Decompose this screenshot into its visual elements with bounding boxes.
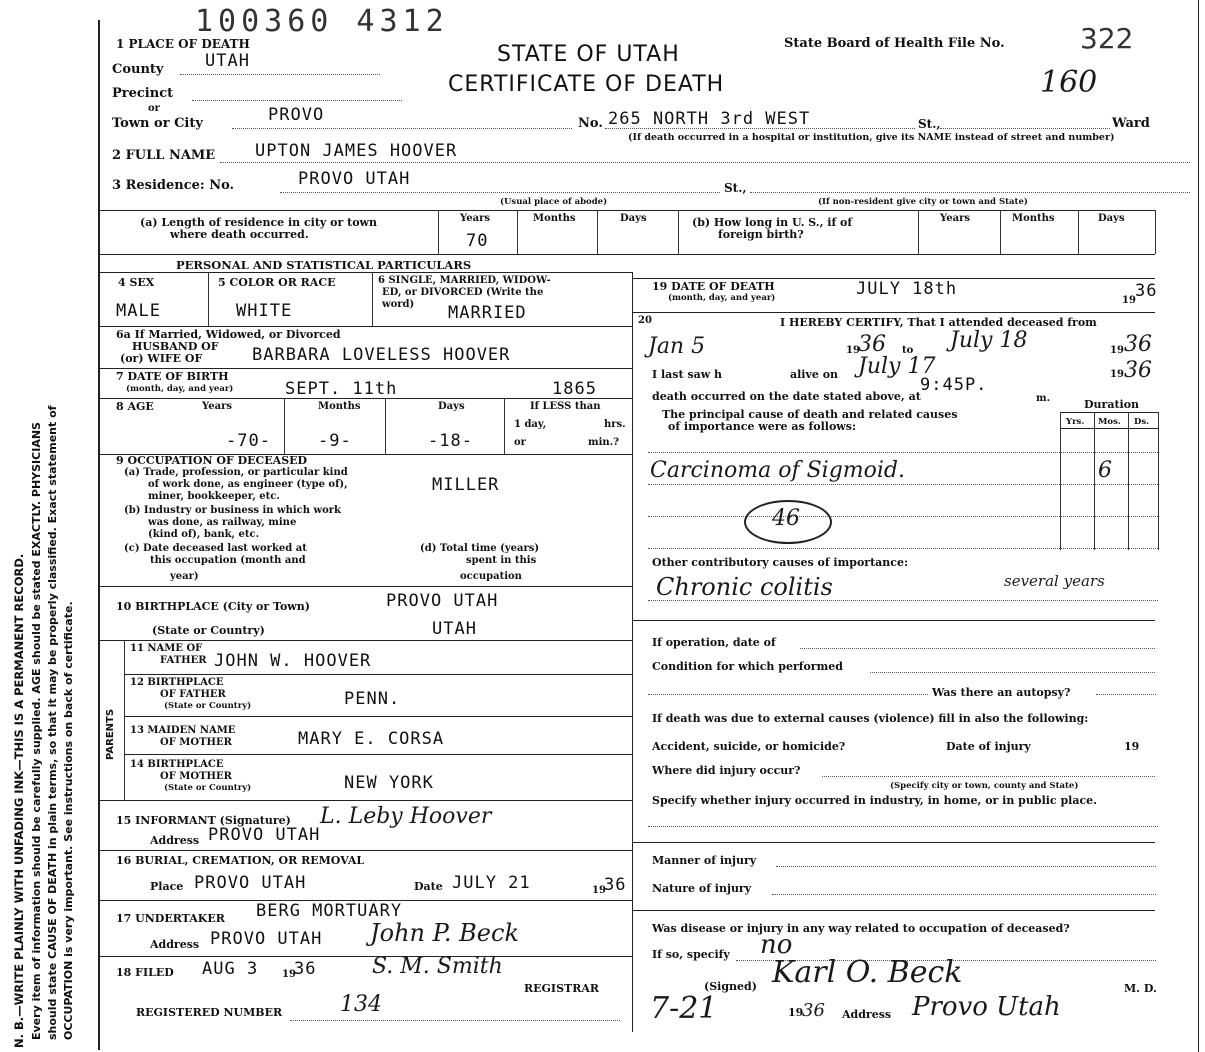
- registered-number: 134: [340, 992, 382, 1017]
- mother-bp-label-1: 14 BIRTHPLACE: [130, 759, 224, 770]
- informant-label: 15 INFORMANT (Signature): [116, 814, 291, 827]
- occupation-c-1: (c) Date deceased last worked at: [124, 543, 307, 554]
- occupation-label: 9 OCCUPATION OF DECEASED: [116, 454, 308, 467]
- specify-label: If so, specify: [652, 948, 730, 961]
- cert-number: 20: [638, 315, 652, 326]
- side-note-line1: N. B.—WRITE PLAINLY WITH UNFADING INK—THIS IS A PERMANENT RECORD.: [12, 553, 26, 1048]
- signed-date: 7-21: [650, 991, 718, 1026]
- burial-place: PROVO UTAH: [194, 873, 307, 893]
- cert-to-label: to: [902, 345, 914, 356]
- burial-date: JULY 21: [452, 873, 531, 893]
- informant-signature: L. Leby Hoover: [320, 804, 492, 829]
- residence-value: PROVO UTAH: [298, 169, 411, 189]
- town-label: Town or City: [112, 116, 203, 131]
- mother-bp-label-3: (State or Country): [164, 783, 252, 793]
- cert-last-year: 36: [1124, 358, 1152, 383]
- res-months-label: Months: [533, 213, 576, 224]
- occupation-value: MILLER: [432, 475, 500, 495]
- dob-value: SEPT. 11th: [285, 379, 398, 399]
- handwritten-file-number: 160: [1040, 65, 1098, 100]
- res-days-label: Days: [620, 213, 647, 224]
- burial-place-label: Place: [150, 880, 184, 893]
- cert-last-date: July 17: [858, 354, 936, 379]
- signed-label: (Signed): [704, 980, 757, 993]
- cert-cause-1: The principal cause of death and related causes: [662, 408, 958, 421]
- cause-of-death: Carcinoma of Sigmoid.: [650, 458, 905, 483]
- injury-date-label: Date of injury: [946, 740, 1031, 753]
- certificate-title: CERTIFICATE OF DEATH: [448, 72, 725, 97]
- related-answer: no: [760, 930, 793, 960]
- cert-from-year-prefix: 19: [846, 345, 860, 356]
- street-label: St.,: [918, 117, 941, 131]
- cert-cause-2: of importance were as follows:: [668, 420, 856, 433]
- cert-last-saw-2: alive on: [790, 368, 839, 381]
- ward-label: Ward: [1112, 116, 1150, 131]
- res-years-value: 70: [466, 231, 489, 251]
- us-label-1: (b) How long in U. S., if of: [692, 216, 853, 229]
- occupation-b-3: (kind of), bank, etc.: [148, 529, 260, 540]
- circled-code: 46: [772, 506, 800, 531]
- dob-label-1: 7 DATE OF BIRTH: [116, 370, 229, 383]
- less-hrs-label: hrs.: [604, 419, 626, 430]
- father-label-2: FATHER: [160, 655, 207, 666]
- state-title: STATE OF UTAH: [497, 42, 680, 67]
- death-date-label-1: 19 DATE OF DEATH: [652, 280, 775, 293]
- marital-value: MARRIED: [448, 303, 527, 323]
- death-date-value: JULY 18th: [856, 279, 958, 299]
- cert-to-year: 36: [1124, 332, 1152, 357]
- undertaker-name: BERG MORTUARY: [256, 901, 403, 921]
- signed-year-prefix: 19: [788, 1006, 804, 1019]
- physician-address: Provo Utah: [912, 992, 1061, 1022]
- serial-number: 100360 4312: [195, 4, 449, 39]
- registrar-label: REGISTRAR: [524, 982, 600, 995]
- dob-year: 1865: [552, 379, 597, 399]
- cert-to-year-prefix: 19: [1110, 345, 1124, 356]
- external-causes-label: If death was due to external causes (violence) fill in also the following:: [652, 712, 1089, 725]
- length-residence-label-2: where death occurred.: [170, 228, 309, 241]
- duration-yrs: Yrs.: [1066, 417, 1085, 427]
- occupation-c-2: this occupation (month and: [150, 555, 306, 566]
- full-name-label: 2 FULL NAME: [112, 148, 216, 163]
- spouse-label-3: (or) WIFE OF: [120, 352, 203, 365]
- spouse-label-2: HUSBAND OF: [132, 340, 219, 353]
- residence-street-label: St.,: [724, 181, 747, 195]
- related-label: Was disease or injury in any way related to occupation of deceased?: [652, 922, 1070, 935]
- age-label: 8 AGE: [116, 400, 154, 413]
- mother-label-1: 13 MAIDEN NAME: [130, 725, 236, 736]
- age-years-label: Years: [202, 401, 233, 412]
- file-number-label: State Board of Health File No.: [784, 36, 1005, 51]
- informant-address-label: Address: [150, 834, 200, 847]
- md-label: M. D.: [1124, 982, 1157, 995]
- cert-last-year-prefix: 19: [1110, 369, 1124, 380]
- death-date-year: 36: [1135, 281, 1158, 301]
- burial-date-label: Date: [414, 880, 443, 893]
- cert-to-date: July 18: [950, 328, 1028, 353]
- side-note-line4: OCCUPATION is very important. See instructions on back of certificate.: [62, 601, 75, 1040]
- manner-label: Manner of injury: [652, 854, 757, 867]
- industry-label: Specify whether injury occurred in industry, in home, or in public place.: [652, 794, 1097, 807]
- less-day-label: 1 day,: [514, 419, 547, 430]
- physician-address-label: Address: [842, 1008, 892, 1021]
- us-days-label: Days: [1098, 213, 1125, 224]
- nature-label: Nature of injury: [652, 882, 752, 895]
- condition-label: Condition for which performed: [652, 660, 843, 673]
- burial-year: 36: [604, 875, 627, 895]
- marital-label-2: ED, or DIVORCED (Write the: [382, 287, 544, 298]
- filed-label: 18 FILED: [116, 966, 174, 979]
- father-bp-value: PENN.: [344, 689, 401, 709]
- occupation-a-3: miner, bookkeeper, etc.: [148, 491, 280, 502]
- or-label: or: [148, 103, 160, 114]
- spouse-value: BARBARA LOVELESS HOOVER: [252, 345, 511, 365]
- occupation-c-3: year): [170, 571, 199, 582]
- where-injury-label: Where did injury occur?: [652, 764, 801, 777]
- autopsy-label: Was there an autopsy?: [932, 686, 1071, 699]
- mother-bp-label-2: OF MOTHER: [160, 771, 232, 782]
- birthplace-label: 10 BIRTHPLACE (City or Town): [116, 600, 310, 613]
- age-months-value: -9-: [318, 431, 352, 451]
- age-days-value: -18-: [428, 431, 473, 451]
- father-bp-label-2: OF FATHER: [160, 689, 226, 700]
- father-bp-label-1: 12 BIRTHPLACE: [130, 677, 224, 688]
- father-bp-label-3: (State or Country): [164, 701, 252, 711]
- age-days-label: Days: [438, 401, 465, 412]
- place-of-death-label: 1 PLACE OF DEATH: [116, 37, 250, 51]
- father-label-1: 11 NAME OF: [130, 643, 203, 654]
- less-than-label: If LESS than: [530, 401, 601, 412]
- sex-value: MALE: [116, 301, 161, 321]
- parents-side-label: PARENTS: [105, 708, 116, 760]
- undertaker-address: PROVO UTAH: [210, 929, 323, 949]
- duration-ds: Ds.: [1134, 417, 1150, 427]
- less-min-label: min.?: [588, 437, 619, 448]
- nonresident-note: (If non-resident give city or town and State): [818, 197, 1028, 207]
- mother-bp-value: NEW YORK: [344, 773, 434, 793]
- father-value: JOHN W. HOOVER: [214, 651, 372, 671]
- burial-year-prefix: 19: [592, 885, 606, 896]
- other-causes-label: Other contributory causes of importance:: [652, 556, 909, 569]
- address-no-label: No.: [578, 116, 603, 131]
- res-years-label: Years: [460, 213, 491, 224]
- cert-time-line: death occurred on the date stated above, at: [652, 390, 921, 403]
- registered-number-label: REGISTERED NUMBER: [136, 1006, 283, 1019]
- occupation-d-1: (d) Total time (years): [420, 543, 540, 554]
- occupation-b-2: was done, as railway, mine: [148, 517, 297, 528]
- specify-note: (Specify city or town, county and State): [890, 781, 1079, 791]
- county-label: County: [112, 62, 164, 77]
- filed-year: 36: [294, 959, 317, 979]
- cert-from-year: 36: [858, 332, 886, 357]
- side-note-line2: Every item of information should be carefully supplied. AGE should be stated EXACTLY. PHYSICIANS: [30, 422, 43, 1040]
- undertaker-signature: John P. Beck: [370, 919, 519, 947]
- file-number: 322: [1080, 22, 1134, 55]
- other-duration: several years: [1004, 572, 1105, 590]
- color-label: 5 COLOR OR RACE: [218, 276, 336, 289]
- death-date-label-2: (month, day, and year): [668, 293, 776, 303]
- less-or-label: or: [514, 437, 526, 448]
- signed-year: 36: [802, 1000, 825, 1021]
- sex-label: 4 SEX: [118, 276, 155, 289]
- occupation-a-1: (a) Trade, profession, or particular kind: [124, 467, 348, 478]
- physician-signature: Karl O. Beck: [772, 955, 963, 990]
- occupation-d-3: occupation: [460, 571, 522, 582]
- age-months-label: Months: [318, 401, 361, 412]
- full-name-value: UPTON JAMES HOOVER: [255, 141, 458, 161]
- cert-m-label: m.: [1036, 393, 1051, 404]
- duration-mos: Mos.: [1098, 417, 1121, 427]
- color-value: WHITE: [236, 301, 293, 321]
- address-value: 265 NORTH 3rd WEST: [608, 109, 811, 129]
- us-years-label: Years: [940, 213, 971, 224]
- residence-label: 3 Residence: No.: [112, 178, 235, 193]
- mother-label-2: OF MOTHER: [160, 737, 232, 748]
- filed-date: AUG 3: [202, 959, 259, 979]
- birthplace-value: PROVO UTAH: [386, 591, 499, 611]
- filed-year-prefix: 19: [282, 969, 296, 980]
- us-label-2: foreign birth?: [718, 228, 804, 241]
- undertaker-address-label: Address: [150, 938, 200, 951]
- marital-label-1: 6 SINGLE, MARRIED, WIDOW-: [378, 275, 551, 286]
- occupation-d-2: spent in this: [466, 555, 537, 566]
- age-years-value: -70-: [226, 431, 271, 451]
- duration-label: Duration: [1084, 398, 1140, 411]
- injury-year-prefix: 19: [1124, 740, 1140, 753]
- accident-label: Accident, suicide, or homicide?: [652, 740, 846, 753]
- registrar-signature: S. M. Smith: [372, 954, 503, 979]
- cert-from-date: Jan 5: [648, 334, 706, 359]
- birthplace-state-value: UTAH: [432, 619, 477, 639]
- informant-address: PROVO UTAH: [208, 825, 321, 845]
- death-date-year-prefix: 19: [1122, 295, 1136, 306]
- cause-duration: 6: [1098, 458, 1112, 483]
- other-cause: Chronic colitis: [656, 573, 833, 601]
- hospital-note: (If death occurred in a hospital or institution, give its NAME instead of street and number): [628, 132, 1115, 143]
- town-value: PROVO: [268, 105, 325, 125]
- dob-label-2: (month, day, and year): [126, 384, 234, 394]
- operation-label: If operation, date of: [652, 636, 776, 649]
- birthplace-state-label: (State or Country): [152, 624, 265, 637]
- marital-label-3: word): [382, 299, 415, 310]
- county-value: UTAH: [205, 51, 250, 71]
- usual-abode-note: (Usual place of abode): [500, 197, 608, 207]
- occupation-a-2: of work done, as engineer (type of),: [148, 479, 348, 490]
- undertaker-label: 17 UNDERTAKER: [116, 912, 225, 925]
- cert-time: 9:45P.: [920, 375, 988, 395]
- cert-certify-text: I HEREBY CERTIFY, That I attended deceased from: [780, 316, 1097, 329]
- personal-section-title: PERSONAL AND STATISTICAL PARTICULARS: [176, 258, 472, 272]
- spouse-label-1: 6a If Married, Widowed, or Divorced: [116, 328, 341, 341]
- side-note-line3: should state CAUSE OF DEATH in plain terms, so that it may be properly classified. Exact statement of: [46, 405, 59, 1040]
- occupation-b-1: (b) Industry or business in which work: [124, 505, 341, 516]
- burial-label: 16 BURIAL, CREMATION, OR REMOVAL: [116, 854, 365, 867]
- us-months-label: Months: [1012, 213, 1055, 224]
- length-residence-label-1: (a) Length of residence in city or town: [140, 216, 378, 229]
- cert-last-saw: I last saw h: [652, 368, 723, 381]
- precinct-label: Precinct: [112, 86, 174, 101]
- mother-value: MARY E. CORSA: [298, 729, 445, 749]
